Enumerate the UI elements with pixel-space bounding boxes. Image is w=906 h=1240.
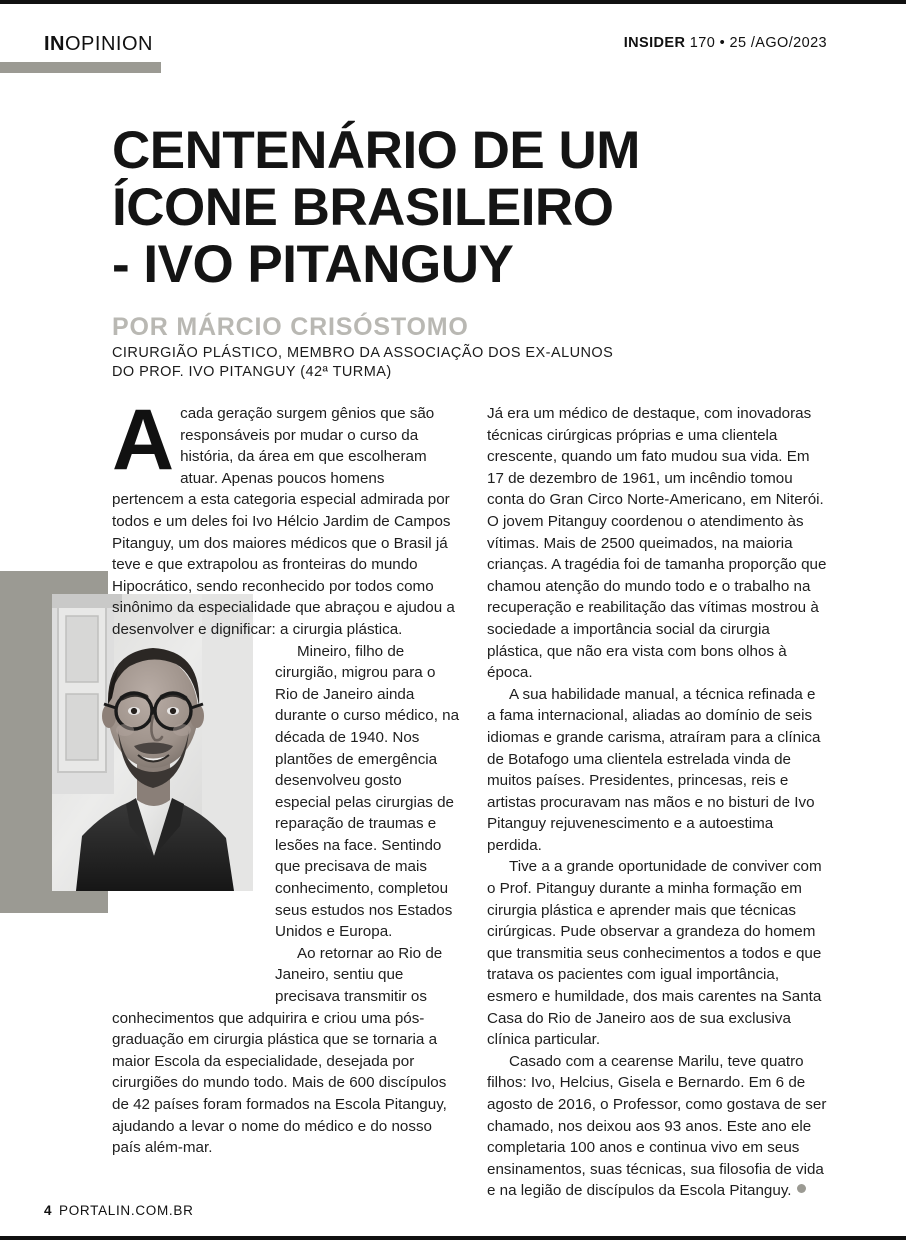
paragraph-right-3 bbox=[487, 856, 828, 1050]
byline-role-line-1: CIRURGIÃO PLÁSTICO, MEMBRO DA ASSOCIAÇÃO DOS EX-ALUNOS bbox=[112, 345, 614, 361]
photo-text-wrap-spacer bbox=[112, 641, 261, 1001]
footer-site-url: PORTALIN.COM.BR bbox=[59, 1203, 194, 1218]
byline-author-role bbox=[112, 344, 712, 382]
issue-info bbox=[624, 35, 827, 51]
paragraph-right-4 bbox=[487, 1051, 828, 1202]
article-byline bbox=[112, 312, 712, 382]
section-kicker bbox=[44, 33, 153, 56]
page-bottom-rule bbox=[0, 1236, 906, 1240]
paragraph-right-2 bbox=[487, 684, 828, 857]
kicker-light-text: OPINION bbox=[65, 33, 153, 55]
paragraph-right-2-text: A sua habilidade manual, a técnica refinada e a fama internacional, aliadas ao domínio de seis idiomas e grande carisma, atraíram para a clínica de Botafogo uma clientela estrelada vinda de muitos países. Presidentes, princesas, reis e artistas procuravam nas mãos e no bisturi de Ivo Pitanguy rejuvenescimento e a autoestima perdida. bbox=[487, 685, 821, 854]
body-column-right bbox=[487, 403, 828, 1202]
headline-line-1: CENTENÁRIO DE UM bbox=[112, 121, 640, 180]
page-number: 4 bbox=[44, 1203, 53, 1218]
kicker-bold-text: IN bbox=[44, 33, 65, 55]
paragraph-right-3-text: Tive a a grande oportunidade de conviver com o Prof. Pitanguy durante a minha formação em cirurgia plástica e aprender mais que técnicas cirúrgicas. Pude observar a grandeza do homem que transmitia seus conhecimentos a todos e que tratava os pacientes com igual importância, esmero e humildade, dos mais carentes na Santa Casa do Rio de Janeiro aos de sua exclusiva clínica particular. bbox=[487, 858, 822, 1049]
issue-number-and-date: 170 • 25 /AGO/2023 bbox=[689, 35, 827, 51]
drop-cap: A bbox=[112, 392, 175, 488]
page-header bbox=[0, 30, 906, 80]
paragraph-left-3-text: Ao retornar ao Rio de Janeiro, sentiu que precisava transmitir os conhecimentos que adquirira e criou uma pós-graduação em cirurgia plástica que se tornaria a maior Escola da especialidade, desejada por cirurgiões do mundo todo. Mais de 600 discípulos de 42 países foram formados na Escola Pitanguy, ajudando a levar o nome do médico e do nosso país além-mar. bbox=[112, 944, 447, 1157]
kicker-accent-bar bbox=[0, 62, 161, 73]
page-top-rule bbox=[0, 0, 906, 4]
paragraph-left-2-text: Mineiro, filho de cirurgião, migrou para o Rio de Janeiro ainda durante o curso médico, na década de 1940. Nos plantões de emergência desenvolveu gosto especial pelas cirurgias de reparação de traumas e lesões na face. Sentindo que precisava de mais conhecimento, completou seus estudos nos Estados Unidos e Europa. bbox=[275, 642, 460, 941]
byline-author-name: POR MÁRCIO CRISÓSTOMO bbox=[112, 313, 469, 341]
body-column-left bbox=[112, 392, 460, 1159]
end-of-article-marker-icon bbox=[797, 1184, 806, 1193]
paragraph-left-1-text: cada geração surgem gênios que são responsáveis por mudar o curso da história, da área em que escolheram atuar. Apenas poucos homens pertencem a esta categoria especial admirada por todos e um deles foi Ivo Hélcio Jardim de Campos Pitanguy, um dos maiores médicos que o Brasil já teve e que extrapolou as fronteiras do mundo Hipocrático, sendo reconhecido por todos como sinônimo da especialidade que abraçou e ajudou a desenvolver e dignificar: a cirurgia plástica. bbox=[112, 405, 455, 638]
byline-role-line-2: DO PROF. IVO PITANGUY (42ª TURMA) bbox=[112, 364, 392, 380]
article-headline bbox=[112, 122, 752, 293]
page-footer bbox=[44, 1203, 194, 1218]
paragraph-right-4-text: Casado com a cearense Marilu, teve quatro filhos: Ivo, Helcius, Gisela e Bernardo. Em 6 de agosto de 2016, o Professor, como gostava de ser chamado, nos deixou aos 93 anos. Este ano ele completaria 100 anos e continua vivo em seus ensinamentos, suas técnicas, sua filosofia de vida e na legião de discípulos da Escola Pitanguy. bbox=[487, 1052, 827, 1200]
paragraph-left-1 bbox=[112, 392, 460, 641]
headline-line-2: ÍCONE BRASILEIRO bbox=[112, 178, 614, 237]
paragraph-right-1-text: Já era um médico de destaque, com inovadoras técnicas cirúrgicas próprias e uma clientela crescente, quando um fato mudou sua vida. Em 17 de dezembro de 1961, um incêndio tomou conta do Gran Circo Norte-Americano, em Niterói. O jovem Pitanguy coordenou o atendimento às vítimas. Mais de 2500 queimados, na maioria crianças. A tragédia foi de tamanha proporção que chamou atenção do mundo todo e o trabalho na recuperação e reabilitação das vítimas mostrou à sociedade a importância social da cirurgia plástica, que não era vista com bons olhos à época. bbox=[487, 405, 827, 682]
paragraph-right-1 bbox=[487, 403, 828, 684]
paragraph-left-2 bbox=[112, 641, 460, 943]
issue-brand: INSIDER bbox=[623, 35, 686, 51]
headline-line-3: - IVO PITANGUY bbox=[112, 235, 514, 294]
